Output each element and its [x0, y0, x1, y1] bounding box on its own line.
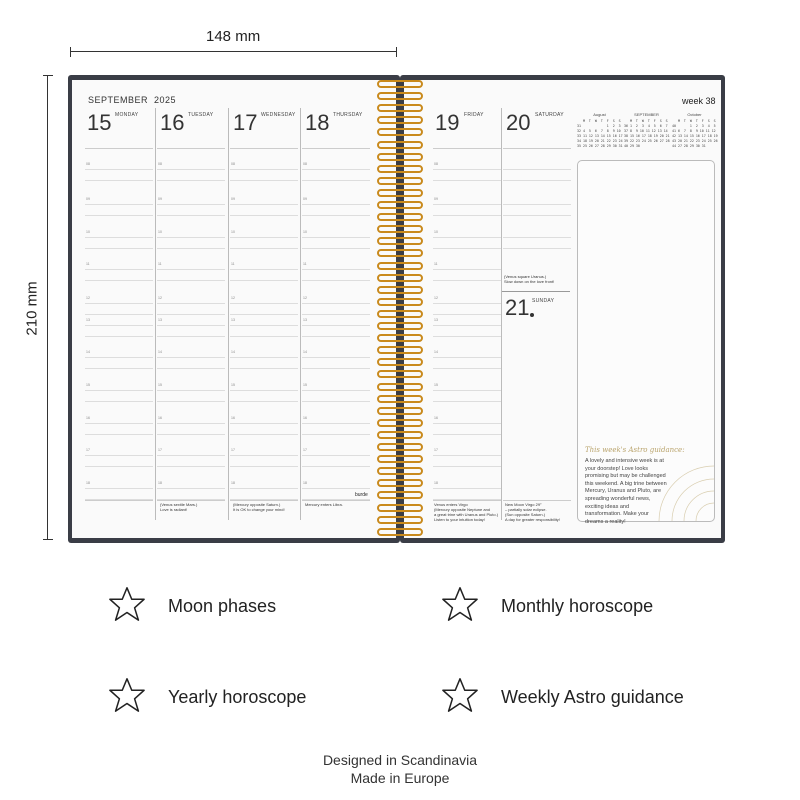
spiral-ring [377, 443, 423, 451]
line [230, 204, 298, 205]
line [302, 303, 370, 304]
hour-label: 08 [158, 162, 162, 166]
mini-week: 39 22 23 24 25 26 27 28 [624, 139, 670, 143]
line [230, 280, 298, 281]
hour-label: 10 [434, 230, 438, 234]
sunday-name: SUNDAY [532, 298, 555, 304]
mini-title: October [687, 112, 702, 117]
spiral-ring [377, 419, 423, 427]
hour-label: 10 [158, 230, 162, 234]
day-name: MONDAY [115, 112, 139, 118]
feature-label: Weekly Astro guidance [501, 687, 684, 707]
hour-label: 17 [231, 448, 235, 452]
feature-label: Moon phases [168, 596, 277, 616]
line [433, 303, 501, 304]
hour-label: 10 [86, 230, 90, 234]
feature-item [108, 585, 276, 628]
height-label: 210 mm [23, 281, 41, 336]
day-number: 15 [87, 110, 112, 135]
line [157, 314, 225, 315]
moon-phase-icon [530, 313, 534, 317]
hour-label: 14 [86, 350, 90, 354]
line [230, 368, 298, 369]
spiral-ring [377, 237, 423, 245]
line [230, 390, 298, 391]
spiral-ring [377, 165, 423, 173]
hour-label: 15 [434, 383, 438, 387]
line [230, 466, 298, 467]
spiral-ring [377, 128, 423, 136]
spiral-ring [377, 177, 423, 185]
hour-label: 13 [434, 318, 438, 322]
line [157, 248, 225, 249]
hour-label: 12 [231, 296, 235, 300]
line [433, 237, 501, 238]
mini-week: 43 20 21 22 23 24 25 26 [672, 139, 718, 143]
line [230, 314, 298, 315]
spiral-ring [377, 213, 423, 221]
line [302, 215, 370, 216]
line [85, 455, 153, 456]
mini-week: 32 4 5 6 7 8 9 10 [577, 129, 621, 133]
line [302, 368, 370, 369]
divider [85, 148, 153, 149]
line [157, 368, 225, 369]
line [302, 169, 370, 170]
line [433, 314, 501, 315]
hour-label: 16 [434, 416, 438, 420]
line [85, 237, 153, 238]
star-icon [441, 585, 501, 628]
line [433, 280, 501, 281]
line [302, 434, 370, 435]
mini-calendar [624, 112, 669, 149]
day-number: 20 [506, 110, 531, 135]
line [85, 390, 153, 391]
line [157, 237, 225, 238]
divider [157, 148, 225, 149]
line [157, 303, 225, 304]
line [302, 269, 370, 270]
line [302, 180, 370, 181]
hour-label: 14 [434, 350, 438, 354]
line [503, 237, 571, 238]
hour-label: 10 [231, 230, 235, 234]
feature-label: Yearly horoscope [168, 687, 307, 707]
mini-week: 31 1 2 3 [577, 124, 621, 128]
hour-label: 08 [303, 162, 307, 166]
hour-label: 08 [434, 162, 438, 166]
spiral-ring [377, 407, 423, 415]
spiral-ring [377, 479, 423, 487]
hour-label: 11 [434, 262, 438, 266]
width-label: 148 mm [206, 28, 261, 45]
line [433, 336, 501, 337]
hour-label: 11 [231, 262, 235, 266]
spiral-ring [377, 249, 423, 257]
width-dimension-line [70, 51, 397, 52]
line [433, 248, 501, 249]
line [433, 488, 501, 489]
line [302, 314, 370, 315]
mini-week: 40 1 2 3 4 5 [672, 124, 716, 128]
hour-label: 18 [303, 481, 307, 485]
line [433, 180, 501, 181]
hour-label: 17 [86, 448, 90, 452]
spiral-ring [377, 322, 423, 330]
star-icon [108, 676, 168, 719]
mini-week: 36 1 2 3 4 5 6 7 [624, 124, 668, 128]
line [433, 215, 501, 216]
divider [230, 500, 298, 501]
spiral-ring [377, 395, 423, 403]
line [157, 390, 225, 391]
spiral-ring [377, 141, 423, 149]
line [433, 455, 501, 456]
spiral-ring [377, 358, 423, 366]
line [230, 248, 298, 249]
day-note: (Mercury opposite Saturn.) It is OK to change your mind! [233, 502, 285, 512]
line [230, 455, 298, 456]
hour-label: 10 [303, 230, 307, 234]
line [85, 368, 153, 369]
brand-logo: burde [355, 492, 368, 498]
line [85, 269, 153, 270]
line [85, 423, 153, 424]
line [433, 357, 501, 358]
divider [503, 500, 571, 501]
line [230, 325, 298, 326]
hour-label: 08 [231, 162, 235, 166]
line [230, 237, 298, 238]
mini-title: SEPTEMBER [634, 112, 659, 117]
spiral-ring [377, 189, 423, 197]
line [157, 488, 225, 489]
day-note: New Moon Virgo 29° – partially solar eclipse. (Sun opposite Saturn.) A day for greater responsibility! [505, 502, 560, 522]
line [433, 466, 501, 467]
spiral-ring [377, 334, 423, 342]
line [302, 390, 370, 391]
line [302, 455, 370, 456]
feature-label: Monthly horoscope [501, 596, 654, 616]
mini-week: 35 25 26 27 28 29 30 31 [577, 144, 623, 148]
line [503, 215, 571, 216]
line [85, 434, 153, 435]
year-label: 2025 [154, 95, 177, 105]
line [302, 336, 370, 337]
hour-label: 17 [303, 448, 307, 452]
hour-label: 13 [231, 318, 235, 322]
hour-label: 17 [434, 448, 438, 452]
hour-label: 15 [303, 383, 307, 387]
hour-label: 12 [86, 296, 90, 300]
hour-label: 14 [231, 350, 235, 354]
line [302, 248, 370, 249]
line [157, 357, 225, 358]
hour-label: 11 [158, 262, 162, 266]
hour-label: 12 [434, 296, 438, 300]
spiral-ring [377, 528, 423, 536]
spiral-ring [377, 80, 423, 88]
mini-calendar [577, 112, 622, 149]
line [230, 215, 298, 216]
line [157, 215, 225, 216]
day-note: (Venus sextile Mars.) Love is radiant! [160, 502, 198, 512]
day-name: TUESDAY [188, 112, 214, 118]
divider [433, 500, 501, 501]
day-name: THURSDAY [333, 112, 363, 118]
day-number: 17 [233, 110, 258, 135]
line [157, 180, 225, 181]
hour-label: 12 [303, 296, 307, 300]
line [433, 269, 501, 270]
spiral-ring [377, 274, 423, 282]
divider [302, 148, 370, 149]
line [85, 466, 153, 467]
hour-label: 14 [303, 350, 307, 354]
line [433, 423, 501, 424]
hour-label: 09 [434, 197, 438, 201]
divider [85, 500, 153, 501]
footer-made: Made in Europe [350, 770, 450, 786]
line [85, 314, 153, 315]
guidance-title: This week's Astro guidance: [585, 446, 685, 454]
line [157, 466, 225, 467]
spiral-ring [377, 104, 423, 112]
line [85, 401, 153, 402]
line [302, 357, 370, 358]
mini-header: M T W T F S S [672, 119, 716, 123]
divider [157, 500, 225, 501]
hour-label: 16 [158, 416, 162, 420]
line [85, 488, 153, 489]
spiral-ring [377, 92, 423, 100]
spiral-ring [377, 286, 423, 294]
hour-label: 08 [86, 162, 90, 166]
guidance-text: A lovely and intensive week is at your doorstep! Love looks promising but may be challenged this weekend. A big trine between Mercury, Uranus and Pluto, are spreading wonderful news, exciting ideas and transformation. Make your dreams a reality! [585, 458, 667, 525]
hour-label: 15 [158, 383, 162, 387]
line [157, 336, 225, 337]
hour-label: 09 [303, 197, 307, 201]
line [157, 325, 225, 326]
feature-item [441, 676, 684, 719]
line [433, 204, 501, 205]
footer-designed: Designed in Scandinavia [322, 752, 478, 768]
mini-week: 40 29 30 [624, 144, 640, 148]
line [302, 237, 370, 238]
line [157, 423, 225, 424]
hour-label: 09 [231, 197, 235, 201]
hour-label: 11 [303, 262, 307, 266]
spiral-ring [377, 516, 423, 524]
line [85, 169, 153, 170]
day-number: 16 [160, 110, 185, 135]
day-name: WEDNESDAY [261, 112, 296, 118]
line [433, 401, 501, 402]
hour-label: 18 [86, 481, 90, 485]
line [157, 169, 225, 170]
spiral-ring [377, 431, 423, 439]
month-year [88, 95, 176, 105]
hour-label: 16 [303, 416, 307, 420]
line [503, 248, 571, 249]
line [302, 401, 370, 402]
spiral-ring [377, 383, 423, 391]
line [85, 357, 153, 358]
mini-week: 37 8 9 10 11 12 13 14 [624, 129, 668, 133]
line [433, 434, 501, 435]
spiral-ring [377, 262, 423, 270]
hour-label: 18 [231, 481, 235, 485]
divider [502, 291, 570, 292]
star-icon [441, 676, 501, 719]
spiral-ring [377, 116, 423, 124]
line [433, 325, 501, 326]
week-number: week 38 [682, 96, 716, 106]
day-name: SATURDAY [535, 112, 564, 118]
spiral-ring [377, 346, 423, 354]
sunday-number: 21 [505, 295, 530, 320]
mini-week: 38 15 16 17 18 19 20 21 [624, 134, 670, 138]
line [230, 488, 298, 489]
mini-week: 42 13 14 15 16 17 18 19 [672, 134, 718, 138]
line [302, 280, 370, 281]
hour-label: 13 [303, 318, 307, 322]
line [503, 169, 571, 170]
mini-week: 44 27 28 29 30 31 [672, 144, 706, 148]
line [85, 280, 153, 281]
hour-label: 13 [86, 318, 90, 322]
spiral-ring [377, 504, 423, 512]
spiral-binding [377, 80, 423, 540]
line [230, 169, 298, 170]
mini-calendar [672, 112, 717, 149]
line [230, 269, 298, 270]
saturday-mid-note: (Venus square Uranus.) Slow down on the love front! [504, 274, 555, 284]
spiral-ring [377, 153, 423, 161]
line [85, 248, 153, 249]
divider [230, 148, 298, 149]
line [230, 336, 298, 337]
hour-label: 17 [158, 448, 162, 452]
spiral-ring [377, 491, 423, 499]
hour-label: 13 [158, 318, 162, 322]
day-note: Mercury enters Libra. [305, 502, 343, 507]
day-number: 19 [435, 110, 460, 135]
mini-header: M T W T F S S [577, 119, 621, 123]
spiral-ring [377, 225, 423, 233]
line [302, 204, 370, 205]
hour-label: 15 [231, 383, 235, 387]
line [503, 204, 571, 205]
day-note: Venus enters Virgo (Mercury opposite Neptune and a great trine with Uranus and Pluto.) Listen to your intuition today! [434, 502, 499, 522]
line [230, 180, 298, 181]
line [302, 488, 370, 489]
line [230, 423, 298, 424]
mini-title: August [593, 112, 606, 117]
line [157, 280, 225, 281]
spiral-ring [377, 298, 423, 306]
day-name: FRIDAY [464, 112, 484, 118]
notes-box[interactable] [577, 160, 715, 525]
day-number: 18 [305, 110, 330, 135]
line [433, 169, 501, 170]
line [157, 401, 225, 402]
line [85, 336, 153, 337]
spiral-ring [377, 467, 423, 475]
line [157, 455, 225, 456]
divider [503, 148, 571, 149]
mini-week: 33 11 12 13 14 15 16 17 [577, 134, 623, 138]
spiral-ring [377, 310, 423, 318]
line [157, 434, 225, 435]
hour-label: 18 [158, 481, 162, 485]
hour-label: 16 [231, 416, 235, 420]
hour-label: 16 [86, 416, 90, 420]
hour-label: 12 [158, 296, 162, 300]
feature-item [108, 676, 306, 719]
hour-label: 15 [86, 383, 90, 387]
line [85, 204, 153, 205]
line [85, 325, 153, 326]
star-icon [108, 585, 168, 628]
line [433, 390, 501, 391]
mini-week: 41 6 7 8 9 10 11 12 [672, 129, 716, 133]
hour-label: 09 [86, 197, 90, 201]
line [503, 180, 571, 181]
line [230, 303, 298, 304]
line [230, 357, 298, 358]
mini-header: M T W T F S S [624, 119, 668, 123]
divider [302, 500, 370, 501]
line [157, 204, 225, 205]
hour-label: 18 [434, 481, 438, 485]
line [302, 423, 370, 424]
divider [433, 148, 501, 149]
line [157, 269, 225, 270]
line [85, 215, 153, 216]
height-dimension-line [47, 75, 48, 540]
hour-label: 14 [158, 350, 162, 354]
line [85, 180, 153, 181]
hour-label: 11 [86, 262, 90, 266]
spiral-ring [377, 455, 423, 463]
line [230, 434, 298, 435]
line [302, 466, 370, 467]
line [85, 303, 153, 304]
line [302, 325, 370, 326]
line [230, 401, 298, 402]
hour-label: 09 [158, 197, 162, 201]
month-label: SEPTEMBER [88, 95, 149, 105]
mini-week: 34 18 19 20 21 22 23 24 [577, 139, 623, 143]
line [433, 368, 501, 369]
spiral-ring [377, 201, 423, 209]
spiral-ring [377, 370, 423, 378]
feature-item [441, 585, 653, 628]
